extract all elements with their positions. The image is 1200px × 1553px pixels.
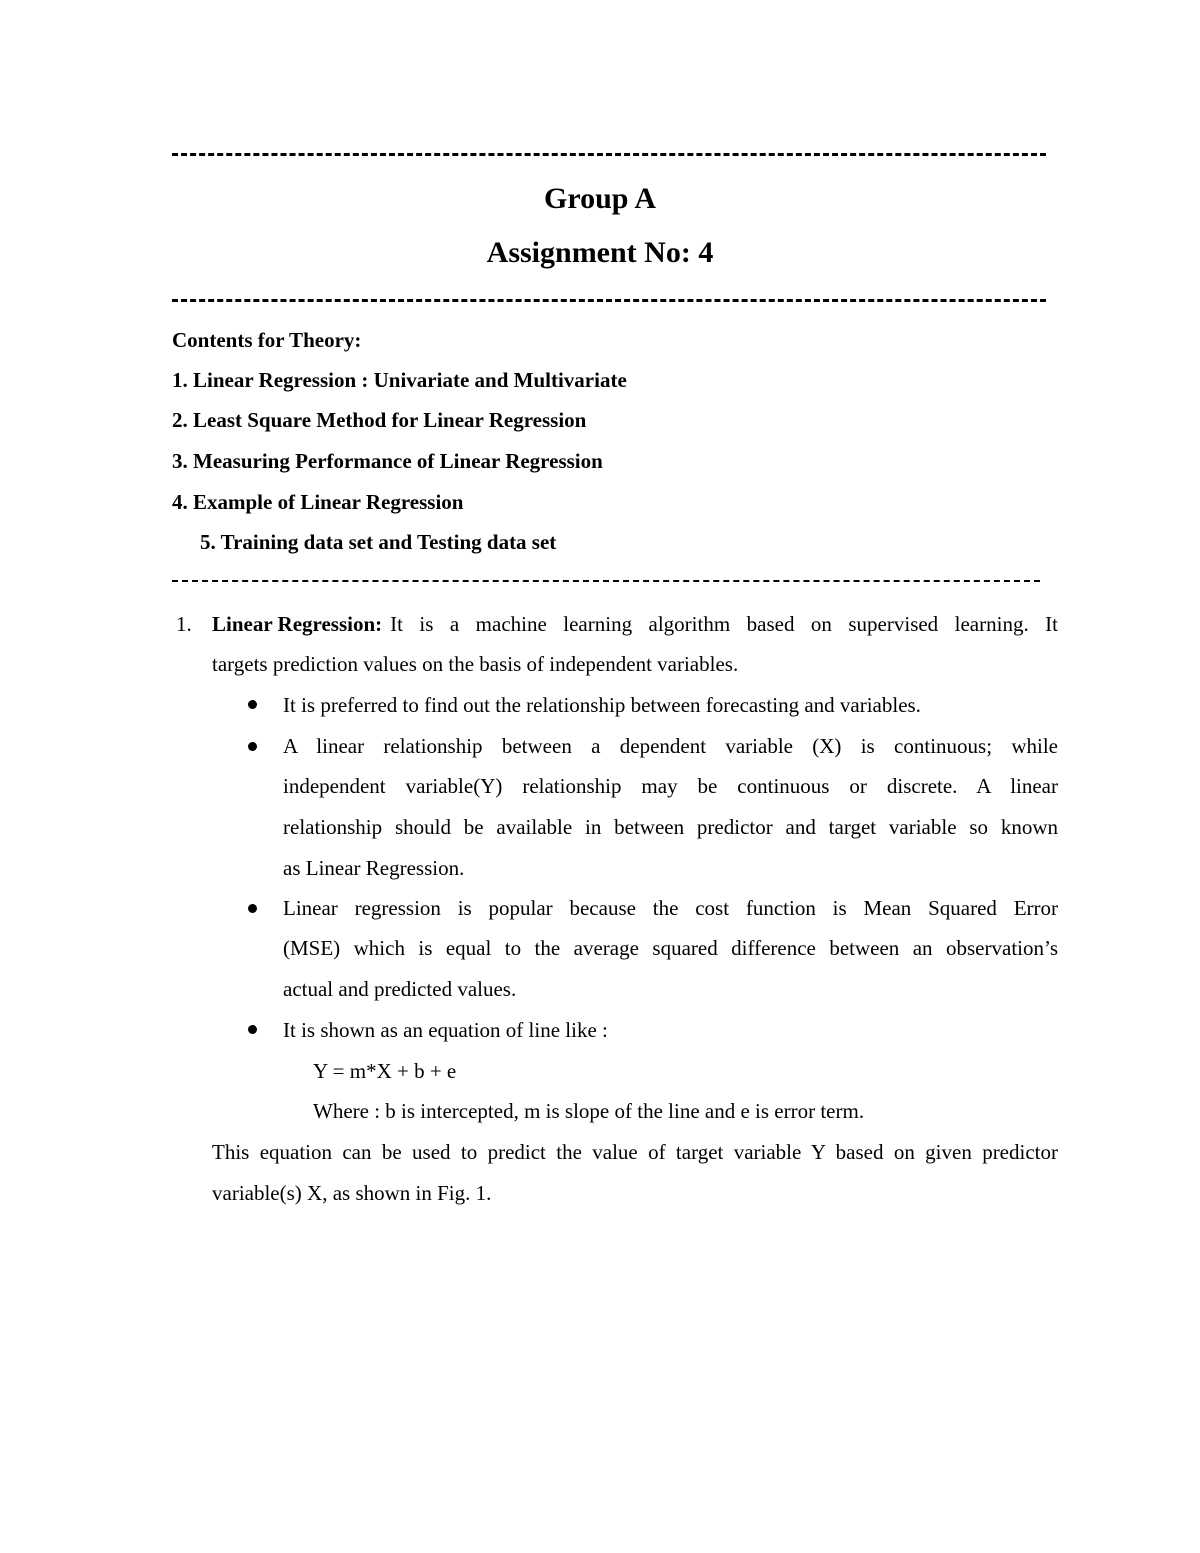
contents-end-dashed-rule [172, 580, 1040, 582]
assignment-title: Assignment No: 4 [486, 236, 714, 269]
bullet-2-line-4: as Linear Regression. [283, 856, 465, 880]
middle-dashed-rule [172, 299, 1046, 302]
section-intro-line-1 [212, 611, 1058, 637]
bullet-dot-4 [248, 1025, 257, 1034]
contents-heading: Contents for Theory: [172, 328, 362, 352]
bullet-1-text: It is preferred to find out the relationship between forecasting and variables. [283, 693, 921, 717]
bullet-2-line-3-text: relationship should be available in between predictor and target variable so known [283, 815, 1058, 839]
bullet-3-line-1-text: Linear regression is popular because the cost function is Mean Squared Error [283, 896, 1058, 920]
top-dashed-rule [172, 153, 1046, 156]
contents-item-5: 5. Training data set and Testing data set [200, 530, 557, 554]
bullet-3-line-3: actual and predicted values. [283, 977, 517, 1001]
bullet-3-line-2-text: (MSE) which is equal to the average squared difference between an observation’s [283, 936, 1058, 960]
bullet-2-line-2 [283, 773, 1058, 799]
bullet-3-line-2 [283, 935, 1058, 961]
bullet-2-line-1-text: A linear relationship between a dependent variable (X) is continuous; while [283, 734, 1058, 758]
bullet-2-line-1 [283, 733, 1058, 759]
section-term: Linear Regression: [212, 612, 383, 636]
contents-item-1: 1. Linear Regression : Univariate and Multivariate [172, 368, 627, 392]
bullet-2-line-3 [283, 814, 1058, 840]
closing-line-1-text: This equation can be used to predict the value of target variable Y based on given predictor [212, 1140, 1058, 1164]
bullet-dot-3 [248, 904, 257, 913]
bullet-2-line-2-text: independent variable(Y) relationship may be continuous or discrete. A linear [283, 774, 1058, 798]
section-intro-line-2: targets prediction values on the basis of independent variables. [212, 652, 739, 676]
contents-item-2: 2. Least Square Method for Linear Regression [172, 408, 587, 432]
bullet-3-line-1 [283, 895, 1058, 921]
contents-item-4: 4. Example of Linear Regression [172, 490, 464, 514]
closing-line-1 [212, 1139, 1058, 1165]
group-title: Group A [544, 182, 656, 215]
contents-item-3: 3. Measuring Performance of Linear Regression [172, 449, 603, 473]
bullet-dot-2 [248, 742, 257, 751]
bullet-dot-1 [248, 700, 257, 709]
equation-where: Where : b is intercepted, m is slope of the line and e is error term. [313, 1099, 865, 1123]
section-number: 1. [176, 612, 192, 636]
bullet-4-text: It is shown as an equation of line like : [283, 1018, 608, 1042]
section-intro-text: It is a machine learning algorithm based on supervised learning. It [390, 612, 1058, 636]
closing-line-2: variable(s) X, as shown in Fig. 1. [212, 1181, 492, 1205]
regression-equation: Y = m*X + b + e [313, 1059, 457, 1083]
